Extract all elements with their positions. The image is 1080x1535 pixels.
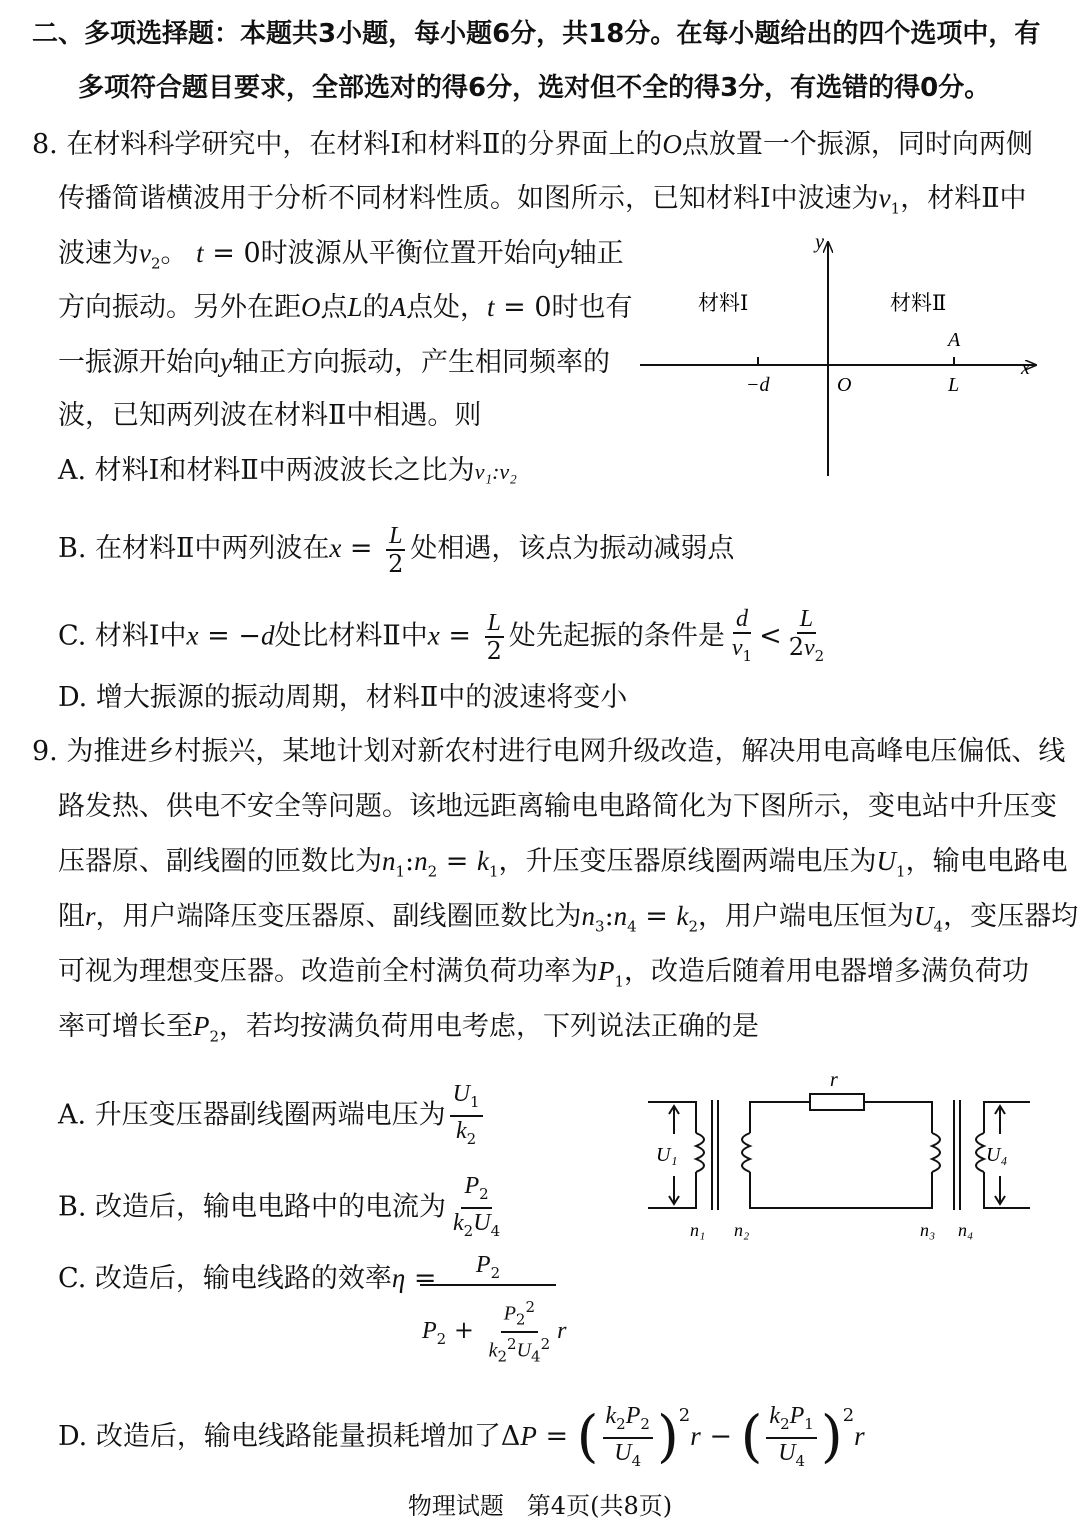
L-label: L (948, 374, 960, 396)
q9-line1: 9. 为推进乡村振兴，某地计划对新农村进行电网升级改造，解决用电高峰电压偏低、线 (32, 736, 1066, 767)
y-axis-label: y (815, 231, 824, 253)
q9-option-c: C. 改造后，输电线路的效率η = (58, 1263, 437, 1294)
n4-label: n₄ (958, 1220, 974, 1240)
q8-line4: 方向振动。另外在距O点L的A点处，t = 0时也有 (58, 292, 633, 323)
q9-c-fraction-bar (420, 1284, 556, 1286)
q9-line5: 可视为理想变压器。改造前全村满负荷功率为$P_1$，改造后随着用电器增多满负荷功 (58, 956, 1030, 991)
q8-option-d: D. 增大振源的振动周期，材料Ⅱ中的波速将变小 (58, 682, 628, 713)
q9-option-a: A. 升压变压器副线圈两端电压为 $\frac{U_1}{k_2}$ (58, 1080, 487, 1152)
q9-line3: 压器原、副线圈的匝数比为$n_1:n_2 = k_1$，升压变压器原线圈两端电压为$U_1$，输电电路电 (58, 846, 1068, 881)
r-label: r (830, 1069, 838, 1091)
q8-line6: 波，已知两列波在材料Ⅱ中相遇。则 (58, 400, 482, 431)
n1-label: n₁ (690, 1220, 706, 1240)
coil-n1 (696, 1133, 704, 1172)
page-footer: 物理试题 第4页(共8页) (407, 1492, 673, 1520)
q8-line1: 8. 在材料科学研究中，在材料Ⅰ和材料Ⅱ的分界面上的O点放置一个振源，同时向两侧 (32, 129, 1033, 160)
q9-line2: 路发热、供电不安全等问题。该地远距离输电电路简化为下图所示，变电站中升压变 (58, 791, 1057, 822)
q8-option-a: A. 材料Ⅰ和材料Ⅱ中两波波长之比为v₁:v₂ (58, 455, 517, 486)
q9-c-denominator: $P_2$ + $\frac{P_2^2}{k_2^2U_4^2}$ r (422, 1298, 567, 1366)
material2-label: 材料Ⅱ (890, 291, 947, 315)
coil-n2 (742, 1133, 750, 1172)
point-A-label: A (948, 329, 961, 351)
section-header-line1: 二、多项选择题：本题共3小题，每小题6分，共18分。在每小题给出的四个选项中，有 (32, 19, 1041, 49)
x-axis-label: x (1021, 357, 1030, 379)
q8-wave-figure (636, 228, 1046, 480)
q9-option-b: B. 改造后，输电电路中的电流为 $\frac{P_2}{k_2U_4}$ (58, 1173, 501, 1240)
U1-label: U₁ (656, 1144, 678, 1166)
q8-option-c: C. 材料Ⅰ中x = −d处比材料Ⅱ中x = $\frac{L}{2}$ 处先起振的条件是 $\frac{d}{v_1}$ < $\frac{L}{2v_2}$ (58, 606, 825, 666)
q8-option-b: B. 在材料Ⅱ中两列波在x = $\frac{L}{2}$ 处相遇，该点为振动减弱点 (58, 523, 735, 578)
q9-c-numerator: $P_2$ (475, 1252, 501, 1282)
q8-line2: 传播简谐横波用于分析不同材料性质。如图所示，已知材料Ⅰ中波速为$v_1$，材料Ⅱ中 (58, 183, 1027, 218)
resistor-r (810, 1094, 864, 1110)
q9-circuit-figure (640, 1062, 1040, 1252)
q9-line4: 阻r，用户端降压变压器原、副线圈匝数比为$n_3:n_4 = k_2$，用户端电压恒为$U_4$，变压器均 (58, 901, 1079, 936)
U4-label: U₄ (986, 1144, 1008, 1166)
q8-line5: 一振源开始向y轴正方向振动，产生相同频率的 (58, 347, 610, 378)
n2-label: n₂ (734, 1220, 750, 1240)
material1-label: 材料Ⅰ (698, 291, 749, 315)
coil-n4 (976, 1133, 984, 1172)
origin-label: O (837, 374, 852, 396)
n3-label: n₃ (920, 1220, 936, 1240)
q8-line3: 波速为$v_2$。 t = 0时波源从平衡位置开始向y轴正 (58, 238, 624, 273)
neg-d-label: −d (746, 374, 770, 396)
coil-n3 (932, 1133, 940, 1172)
q9-line6: 率可增长至$P_2$，若均按满负荷用电考虑，下列说法正确的是 (58, 1011, 760, 1046)
q9-option-d: D. 改造后，输电线路能量损耗增加了ΔP = ( $\frac{k_2P_2}{U_4}$ )$^2$r − ( $\frac{k_2P_1}{U_4}$ )$^2$r (58, 1402, 865, 1470)
section-header-line2: 多项符合题目要求，全部选对的得6分，选对但不全的得3分，有选错的得0分。 (78, 73, 991, 103)
